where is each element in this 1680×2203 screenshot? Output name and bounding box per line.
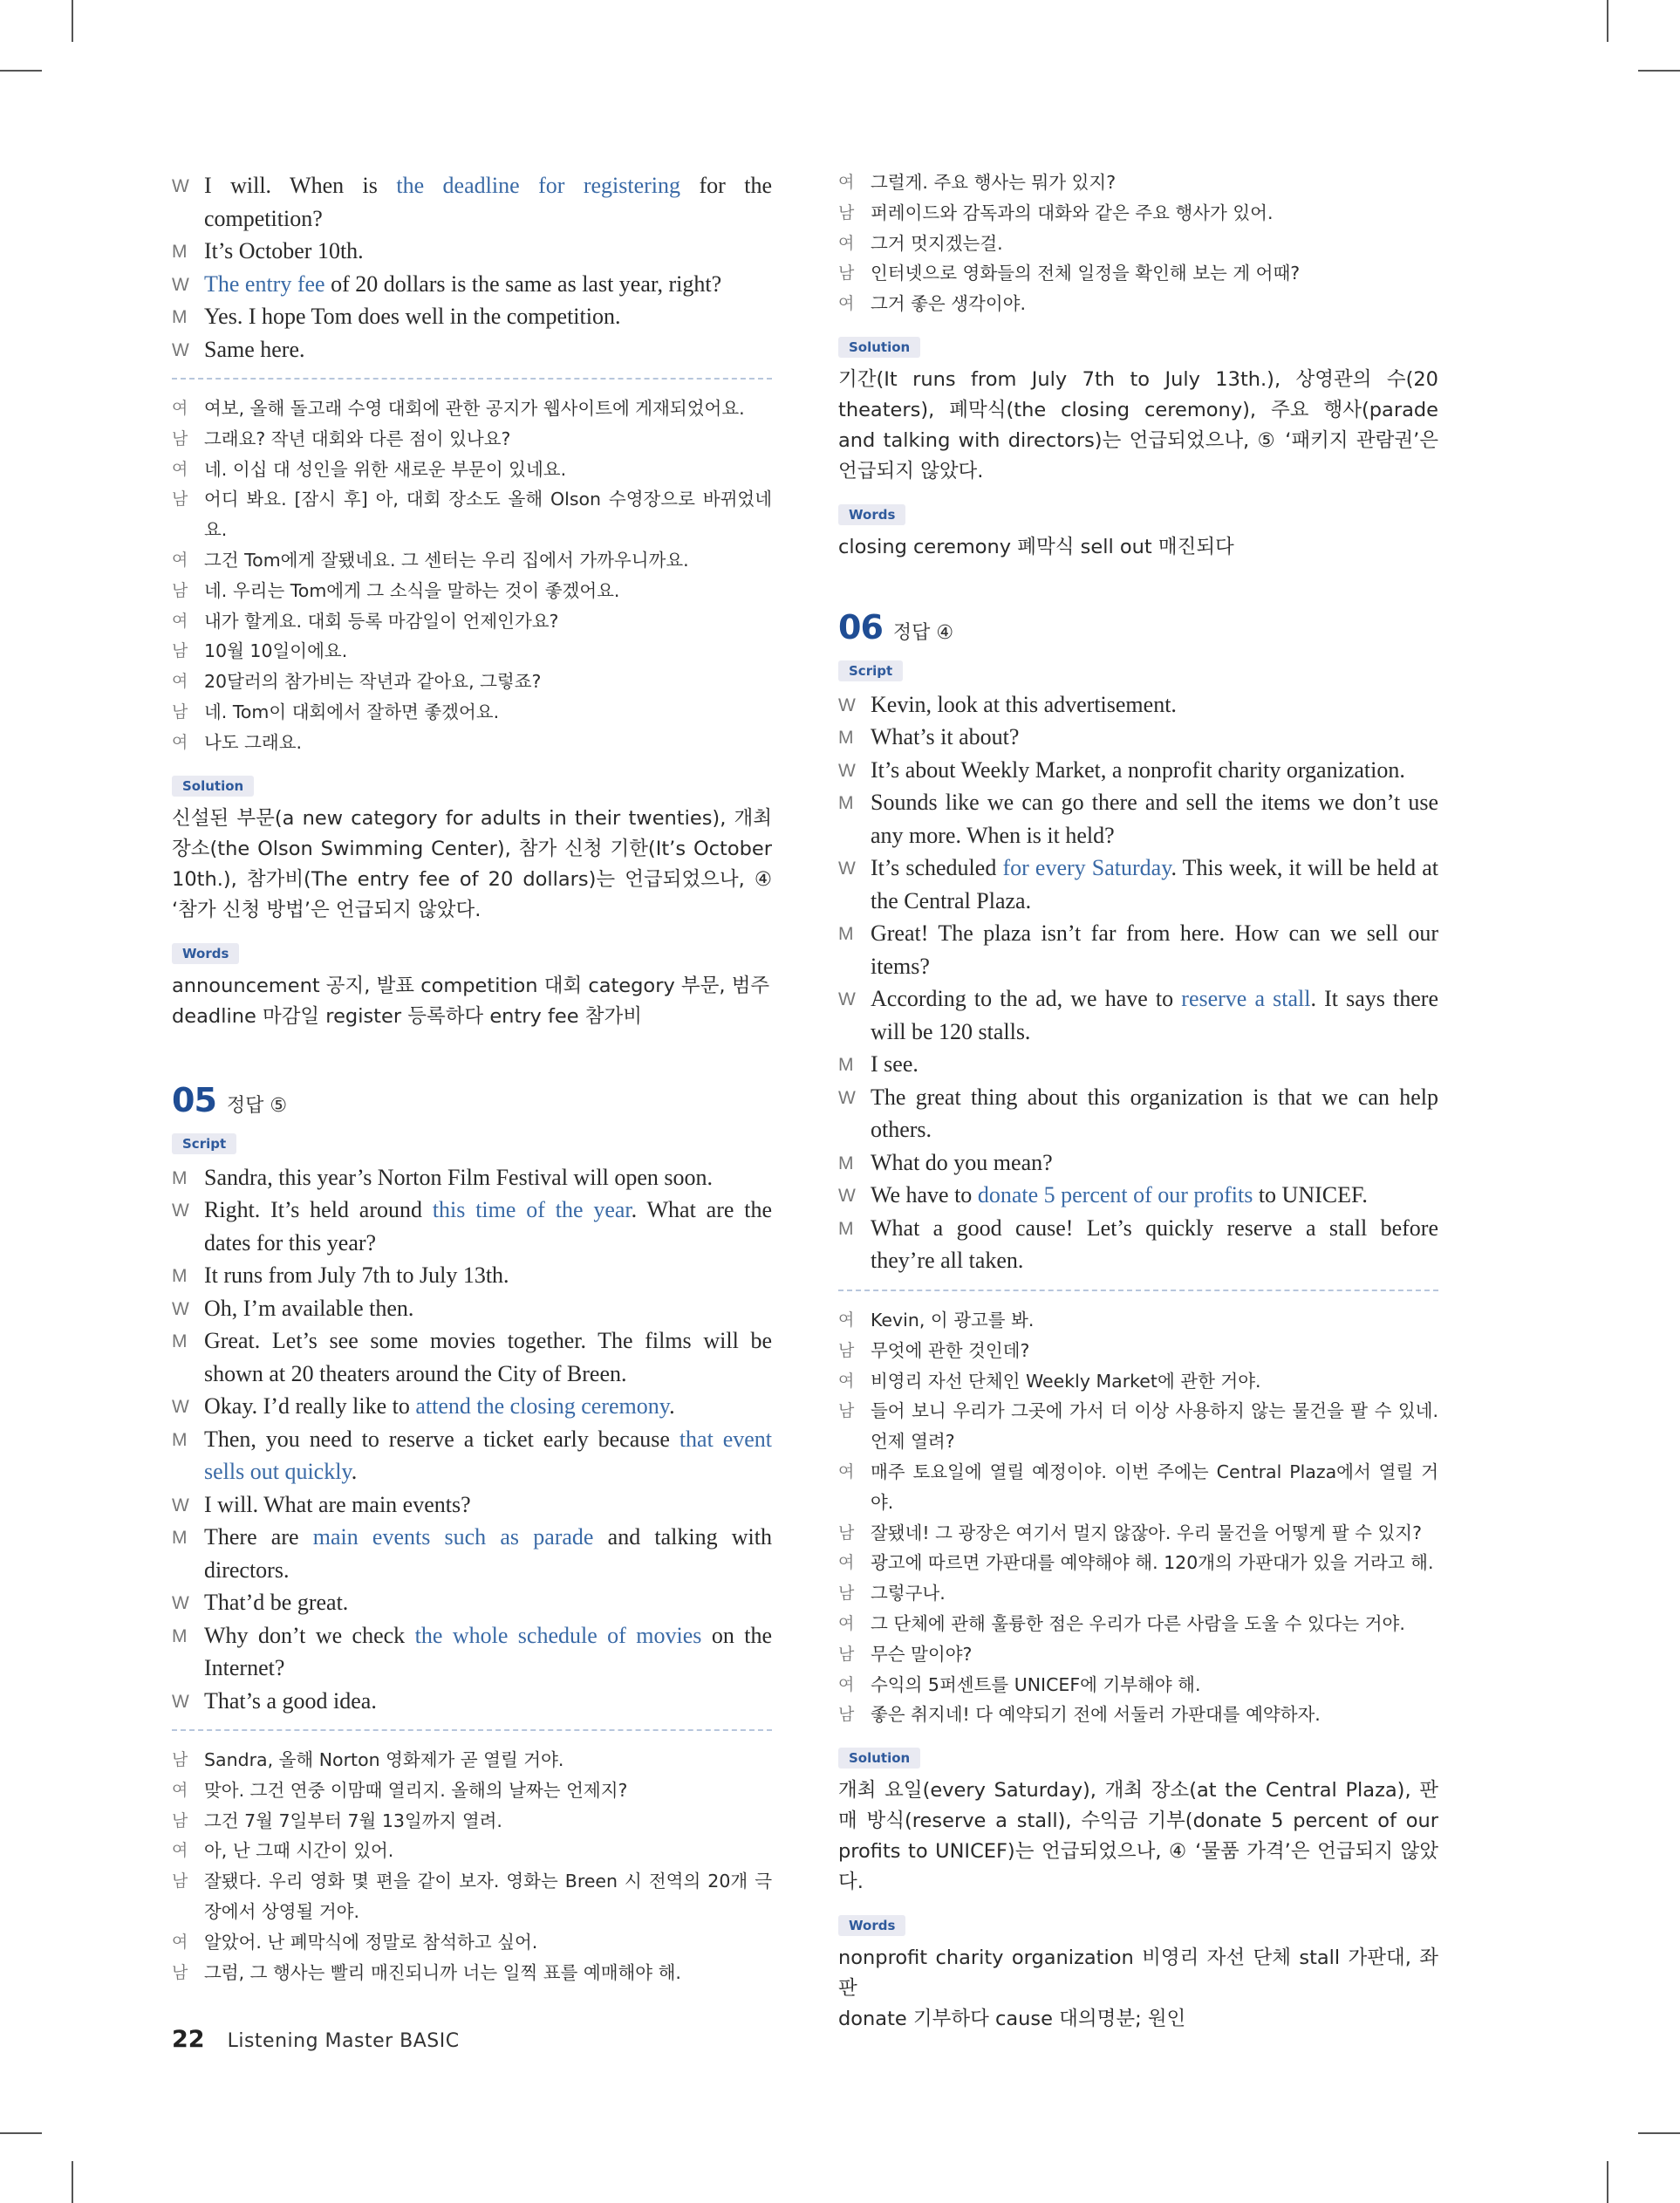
- crop-mark: [1607, 2161, 1608, 2203]
- translation-line: [838, 1548, 1438, 1578]
- dialogue-text: and talking with directors.: [204, 1524, 772, 1583]
- separator: [172, 1729, 772, 1731]
- dialogue-text: Then, you need to reserve a ticket early because: [204, 1426, 680, 1452]
- speaker-label: M: [172, 1429, 188, 1450]
- translation-text: 그거 좋은 생각이야.: [871, 293, 1026, 315]
- translation-text: 잘됐네! 그 광장은 여기서 멀지 않잖아. 우리 물건을 어떻게 팔 수 있지?: [871, 1522, 1422, 1543]
- dialogue-text: What’s it about?: [871, 724, 1020, 750]
- key-phrase: reserve a stall: [1181, 986, 1311, 1012]
- dialogue-line: [172, 1259, 772, 1292]
- speaker-label: M: [838, 793, 854, 814]
- question-number: 06: [838, 607, 883, 647]
- dialogue-line: [838, 852, 1438, 917]
- speaker-label: M: [172, 1266, 188, 1287]
- speaker-label: 남: [172, 1871, 188, 1892]
- translation-text: 내가 할게요. 대회 등록 마감일이 언제인가요?: [204, 610, 559, 632]
- speaker-label: M: [172, 307, 188, 327]
- translation-line: [172, 636, 772, 667]
- speaker-label: 남: [172, 701, 188, 722]
- key-phrase: attend the closing ceremony: [415, 1393, 670, 1420]
- key-phrase: donate 5 percent of our profits: [977, 1182, 1253, 1208]
- page-number: 22: [172, 2026, 205, 2053]
- words-line: deadline 마감일 register 등록하다 entry fee 참가비: [172, 1004, 642, 1028]
- speaker-label: M: [838, 1153, 854, 1173]
- key-phrase: the whole schedule of movies: [414, 1622, 702, 1648]
- dialogue-text: It’s October 10th.: [204, 238, 364, 263]
- speaker-label: 여: [172, 550, 188, 570]
- dialogue-line: [172, 1685, 772, 1718]
- dialogue-text: Oh, I’m available then.: [204, 1295, 414, 1321]
- dialogue-line: [838, 754, 1438, 787]
- translation-line: [172, 424, 772, 455]
- page-footer: [172, 2026, 460, 2053]
- translation-line: [838, 1609, 1438, 1639]
- crop-mark: [0, 70, 42, 72]
- solution-text: 신설된 부문(a new category for adults in their twenties), 개최 장소(the Olson Swimming Center), 참가 신청 기한(It’s October 10th.), 참가비(The entry fee of 20 dollars)는 언급되었으나, ④ ‘참가 신청 방법’은 언급되지 않았다.: [172, 806, 772, 921]
- translation-line: [172, 484, 772, 545]
- speaker-label: 여: [838, 294, 855, 314]
- translation-text: 여보, 올해 돌고래 수영 대회에 관한 공지가 웹사이트에 게재되었어요.: [204, 398, 745, 419]
- dialogue-line: [838, 917, 1438, 982]
- speaker-label: W: [172, 1495, 189, 1515]
- translation-line: [172, 1836, 772, 1866]
- separator: [172, 378, 772, 380]
- dialogue-line: [172, 169, 772, 235]
- speaker-label: 여: [172, 611, 188, 631]
- dialogue-text: I will. When is: [204, 173, 397, 198]
- translation-line: [172, 1806, 772, 1837]
- dialogue-text: Okay. I’d really like to: [204, 1393, 416, 1420]
- translation-line: [838, 1639, 1438, 1670]
- dialogue-text: We have to: [871, 1182, 978, 1208]
- dialogue-text: It runs from July 7th to July 13th.: [204, 1262, 509, 1289]
- script-badge: Script: [172, 1133, 236, 1154]
- crop-mark: [1638, 2132, 1680, 2134]
- translation-text: 네. 우리는 Tom에게 그 소식을 말하는 것이 좋겠어요.: [204, 579, 620, 601]
- speaker-label: 여: [172, 732, 188, 752]
- dialogue-text: Same here.: [204, 336, 305, 362]
- dialogue-text: Kevin, look at this advertisement.: [871, 691, 1177, 717]
- translation-text: 그건 Tom에게 잘됐네요. 그 센터는 우리 집에서 가까우니까요.: [204, 549, 689, 571]
- key-phrase: The entry fee: [204, 270, 325, 297]
- translation-text: 좋은 취지네! 다 예약되기 전에 서둘러 가판대를 예약하자.: [871, 1704, 1321, 1726]
- key-phrase: for every Saturday: [1002, 855, 1171, 881]
- right-column: [838, 168, 1438, 2035]
- translation-line: [838, 258, 1438, 289]
- dialogue-text: I will. What are main events?: [204, 1491, 471, 1517]
- speaker-label: 남: [838, 1401, 855, 1421]
- dialogue-line: [838, 1146, 1438, 1180]
- dialogue-line: [172, 1423, 772, 1488]
- speaker-label: 남: [838, 202, 855, 222]
- key-phrase: the deadline for registering: [396, 173, 681, 198]
- solution-05: [838, 337, 1438, 487]
- dialogue-text: Why don’t we check: [204, 1622, 415, 1648]
- speaker-label: W: [838, 989, 856, 1010]
- speaker-label: 여: [172, 1780, 188, 1800]
- answer-label: 정답 ④: [892, 621, 954, 644]
- speaker-label: 여: [838, 1310, 855, 1330]
- translation-line: [172, 697, 772, 728]
- speaker-label: 여: [172, 1841, 188, 1861]
- translation-line: [172, 455, 772, 485]
- translation-line: [838, 229, 1438, 259]
- translation-line: [838, 1366, 1438, 1397]
- dialogue-text: That’d be great.: [204, 1590, 349, 1616]
- words-04: [172, 943, 772, 1032]
- translation-line: [172, 728, 772, 758]
- crop-mark: [1607, 0, 1608, 42]
- translation-text: 그럴게. 주요 행사는 뭐가 있지?: [871, 172, 1117, 193]
- translation-line: [172, 1775, 772, 1806]
- dialogue-text: What do you mean?: [871, 1149, 1053, 1175]
- speaker-label: W: [172, 1397, 189, 1418]
- speaker-label: 남: [172, 1810, 188, 1830]
- dialogue-line: [838, 1048, 1438, 1081]
- dialogue-text: It’s scheduled: [871, 855, 1003, 881]
- translation-text: 그렇구나.: [871, 1583, 946, 1604]
- translation-line: [172, 1958, 772, 1988]
- translation-line: [838, 1518, 1438, 1549]
- translation-line: [838, 1578, 1438, 1609]
- speaker-label: 남: [838, 263, 855, 284]
- dialogue-text: . This week, it will be held at the Central Plaza.: [871, 855, 1439, 913]
- solution-badge: Solution: [838, 1748, 920, 1769]
- speaker-label: M: [838, 1055, 854, 1076]
- dialogue-line: [172, 1324, 772, 1390]
- question-06-header: [838, 608, 1438, 647]
- translation-text: 아, 난 그때 시간이 있어.: [204, 1840, 394, 1862]
- translation-text: 네. Tom이 대회에서 잘하면 좋겠어요.: [204, 701, 500, 722]
- translation-text: 광고에 따르면 가판대를 예약해야 해. 120개의 가판대가 있을 거라고 해.: [871, 1552, 1434, 1574]
- korean-translation-05-cont: [838, 168, 1438, 319]
- dialogue-line: [172, 1390, 772, 1423]
- book-title: Listening Master BASIC: [227, 2030, 460, 2052]
- translation-text: 잘됐다. 우리 영화 몇 편을 같이 보자. 영화는 Breen 시 전역의 20개 극장에서 상영될 거야.: [204, 1871, 772, 1923]
- translation-line: [838, 1396, 1438, 1457]
- crop-mark: [1638, 70, 1680, 72]
- speaker-label: 남: [172, 1962, 188, 1982]
- speaker-label: 여: [838, 1371, 855, 1391]
- speaker-label: 여: [172, 459, 188, 479]
- translation-text: 비영리 자선 단체인 Weekly Market에 관한 거야.: [871, 1370, 1261, 1392]
- translation-text: 수익의 5퍼센트를 UNICEF에 기부해야 해.: [871, 1673, 1201, 1695]
- dialogue-text: Yes. I hope Tom does well in the competition.: [204, 304, 621, 329]
- words-05: [838, 504, 1438, 563]
- separator: [838, 1290, 1438, 1291]
- crop-mark: [72, 0, 73, 42]
- speaker-label: W: [838, 694, 856, 715]
- translation-text: 들어 보니 우리가 그곳에 가서 더 이상 사용하지 않는 물건을 팔 수 있네. 언제 열려?: [871, 1400, 1438, 1453]
- speaker-label: 여: [838, 233, 855, 253]
- translation-line: [172, 667, 772, 697]
- dialogue-text: Great! The plaza isn’t far from here. How can we sell our items?: [871, 920, 1438, 979]
- speaker-label: 여: [172, 1932, 188, 1952]
- translation-text: 그건 7월 7일부터 7월 13일까지 열려.: [204, 1810, 502, 1831]
- translation-line: [838, 1336, 1438, 1366]
- translation-text: 그 단체에 관해 훌륭한 점은 우리가 다른 사람을 도울 수 있다는 거야.: [871, 1612, 1405, 1634]
- solution-text: 개최 요일(every Saturday), 개최 장소(at the Central Plaza), 판매 방식(reserve a stall), 수익금 기부(donate 5 percent of our profits to UNICEF)는 언급되었으나, ④ ‘물품 가격’은 언급되지 않았다.: [838, 1779, 1438, 1894]
- translation-line: [172, 1866, 772, 1927]
- question-number: 05: [172, 1080, 216, 1119]
- speaker-label: M: [838, 1218, 854, 1239]
- dialogue-line: [172, 1619, 772, 1685]
- dialogue-line: [838, 721, 1438, 754]
- dialogue-text: It’s about Weekly Market, a nonprofit charity organization.: [871, 756, 1405, 783]
- answer-label: 정답 ⑤: [226, 1094, 288, 1117]
- translation-line: [838, 1670, 1438, 1700]
- translation-line: [838, 1305, 1438, 1336]
- words-line: donate 기부하다 cause 대의명분; 원인: [838, 2008, 1186, 2031]
- translation-text: 무슨 말이야?: [871, 1643, 973, 1665]
- dialogue-line: [172, 1161, 772, 1194]
- speaker-label: 남: [838, 1705, 855, 1725]
- speaker-label: W: [172, 1298, 189, 1319]
- crop-mark: [72, 2161, 73, 2203]
- dialogue-line: [172, 1586, 772, 1619]
- speaker-label: M: [838, 728, 854, 749]
- speaker-label: 여: [172, 399, 188, 418]
- words-badge: Words: [838, 1915, 905, 1936]
- dialogue-text: .: [669, 1393, 675, 1420]
- translation-text: 무엇에 관한 것인데?: [871, 1339, 1030, 1361]
- translation-text: 그래요? 작년 대회와 다른 점이 있나요?: [204, 428, 511, 449]
- dialogue-line: [172, 300, 772, 333]
- speaker-label: 남: [838, 1644, 855, 1664]
- translation-text: 인터넷으로 영화들의 전체 일정을 확인해 보는 게 어때?: [871, 263, 1301, 284]
- translation-text: 매주 토요일에 열릴 예정이야. 이번 주에는 Central Plaza에서 열릴 거야.: [871, 1461, 1438, 1513]
- speaker-label: W: [172, 1593, 189, 1614]
- speaker-label: M: [172, 1528, 188, 1549]
- words-badge: Words: [172, 943, 239, 964]
- translation-line: [838, 198, 1438, 229]
- crop-mark: [0, 2132, 42, 2134]
- translation-text: 알았어. 난 폐막식에 정말로 참석하고 싶어.: [204, 1931, 538, 1953]
- translation-line: [838, 1700, 1438, 1730]
- translation-line: [838, 289, 1438, 319]
- dialogue-text: Sandra, this year’s Norton Film Festival will open soon.: [204, 1164, 714, 1190]
- solution-04: [172, 776, 772, 926]
- left-column: [172, 169, 772, 1987]
- translation-text: 10월 10일이에요.: [204, 640, 348, 662]
- speaker-label: 남: [172, 489, 188, 510]
- speaker-label: W: [838, 1087, 856, 1108]
- dialogue-line: [172, 333, 772, 366]
- dialog-04-end: [172, 169, 772, 366]
- speaker-label: 여: [838, 173, 855, 192]
- dialogue-text: to UNICEF.: [1253, 1182, 1368, 1208]
- solution-badge: Solution: [172, 776, 254, 797]
- korean-translation-05: [172, 1745, 772, 1987]
- dialog-06: [838, 688, 1438, 1277]
- words-line: announcement 공지, 발표 competition 대회 category 부문, 범주: [172, 974, 770, 997]
- dialogue-text: That’s a good idea.: [204, 1687, 377, 1714]
- speaker-label: W: [172, 339, 189, 360]
- speaker-label: 남: [172, 580, 188, 600]
- speaker-label: W: [172, 1691, 189, 1712]
- dialogue-text: There are: [204, 1524, 313, 1550]
- speaker-label: 남: [172, 1750, 188, 1770]
- speaker-label: M: [172, 1331, 188, 1352]
- dialogue-text: Right. It’s held around: [204, 1197, 433, 1223]
- dialogue-text: .: [351, 1459, 358, 1485]
- dialogue-line: [838, 1179, 1438, 1212]
- solution-text: 기간(It runs from July 7th to July 13th.), 상영관의 수(20 theaters), 폐막식(the closing ceremony), 주요 행사(parade and talking with directors)는 언급되었으나, ⑤ ‘패키지 관람권’은 언급되지 않았다.: [838, 367, 1438, 482]
- speaker-label: M: [172, 1167, 188, 1188]
- translation-line: [172, 545, 772, 576]
- speaker-label: M: [172, 1625, 188, 1646]
- translation-line: [172, 606, 772, 637]
- speaker-label: W: [838, 1186, 856, 1207]
- dialogue-text: of 20 dollars is the same as last year, right?: [324, 270, 722, 297]
- translation-text: 어디 봐요. [잠시 후] 아, 대회 장소도 올해 Olson 수영장으로 바뀌었네요.: [204, 489, 772, 541]
- dialogue-text: . What are the dates for this year?: [204, 1197, 772, 1255]
- words-line: nonprofit charity organization 비영리 자선 단체 stall 가판대, 좌판: [838, 1946, 1438, 2001]
- dialogue-text: for the competition?: [204, 173, 772, 231]
- speaker-label: 남: [172, 428, 188, 448]
- key-phrase: that event sells out quickly: [204, 1426, 773, 1485]
- translation-text: 네. 이십 대 성인을 위한 새로운 부문이 있네요.: [204, 458, 567, 480]
- dialogue-line: [172, 1521, 772, 1586]
- dialogue-text: According to the ad, we have to: [871, 986, 1182, 1012]
- translation-text: 퍼레이드와 감독과의 대화와 같은 주요 행사가 있어.: [871, 202, 1274, 223]
- dialogue-line: [172, 235, 772, 268]
- speaker-label: 여: [838, 1613, 855, 1633]
- dialogue-text: . It says there will be 120 stalls.: [871, 986, 1438, 1044]
- korean-translation-04: [172, 393, 772, 758]
- translation-text: Kevin, 이 광고를 봐.: [871, 1309, 1035, 1331]
- translation-line: [172, 1927, 772, 1958]
- translation-line: [172, 576, 772, 606]
- dialogue-line: [838, 1212, 1438, 1277]
- speaker-label: M: [838, 924, 854, 945]
- translation-text: 맞아. 그건 연중 이맘때 열리지. 올해의 날짜는 언제지?: [204, 1779, 628, 1801]
- translation-text: 그럼, 그 행사는 빨리 매진되니까 너는 일찍 표를 예매해야 해.: [204, 1961, 681, 1983]
- translation-line: [172, 1745, 772, 1775]
- speaker-label: 여: [838, 1461, 855, 1481]
- script-badge: Script: [838, 660, 903, 681]
- speaker-label: W: [838, 760, 856, 781]
- dialogue-line: [838, 982, 1438, 1048]
- dialogue-text: What a good cause! Let’s quickly reserve a stall before they’re all taken.: [871, 1214, 1438, 1274]
- speaker-label: W: [838, 859, 856, 879]
- solution-badge: Solution: [838, 337, 920, 358]
- korean-translation-06: [838, 1305, 1438, 1730]
- speaker-label: 여: [172, 672, 188, 692]
- translation-text: 20달러의 참가비는 작년과 같아요, 그렇죠?: [204, 671, 542, 693]
- question-05-header: [172, 1081, 772, 1119]
- translation-text: 그거 멋지겠는걸.: [871, 232, 1003, 254]
- speaker-label: 여: [838, 1553, 855, 1573]
- words-06: [838, 1915, 1438, 2035]
- dialogue-line: [172, 1194, 772, 1259]
- translation-line: [172, 393, 772, 424]
- dialogue-line: [172, 1292, 772, 1325]
- speaker-label: W: [172, 1201, 189, 1221]
- dialogue-line: [838, 786, 1438, 852]
- speaker-label: 남: [838, 1584, 855, 1604]
- key-phrase: this time of the year: [432, 1197, 632, 1223]
- dialogue-text: on the Internet?: [204, 1622, 773, 1681]
- words-badge: Words: [838, 504, 905, 525]
- dialogue-text: Sounds like we can go there and sell the items we don’t use any more. When is it held?: [871, 790, 1438, 848]
- dialogue-line: [838, 1081, 1438, 1146]
- speaker-label: W: [172, 176, 189, 196]
- dialogue-line: [172, 1488, 772, 1522]
- words-line: closing ceremony 폐막식 sell out 매진되다: [838, 535, 1234, 558]
- translation-text: Sandra, 올해 Norton 영화제가 곧 열릴 거야.: [204, 1749, 564, 1771]
- speaker-label: 남: [838, 1522, 855, 1543]
- dialogue-line: [838, 688, 1438, 722]
- dialog-05: [172, 1161, 772, 1718]
- speaker-label: W: [172, 274, 189, 295]
- speaker-label: M: [172, 242, 188, 262]
- key-phrase: main events such as parade: [312, 1524, 594, 1550]
- speaker-label: 남: [172, 641, 188, 661]
- speaker-label: 여: [838, 1674, 855, 1694]
- solution-06: [838, 1748, 1438, 1898]
- dialogue-text: The great thing about this organization is that we can help others.: [871, 1084, 1438, 1143]
- translation-text: 나도 그래요.: [204, 731, 303, 753]
- translation-line: [838, 1457, 1438, 1518]
- dialogue-text: Great. Let’s see some movies together. The films will be shown at 20 theaters around the City of Breen.: [204, 1328, 772, 1386]
- translation-line: [838, 168, 1438, 198]
- dialogue-text: I see.: [871, 1051, 919, 1078]
- speaker-label: 남: [838, 1340, 855, 1360]
- dialogue-line: [172, 268, 772, 301]
